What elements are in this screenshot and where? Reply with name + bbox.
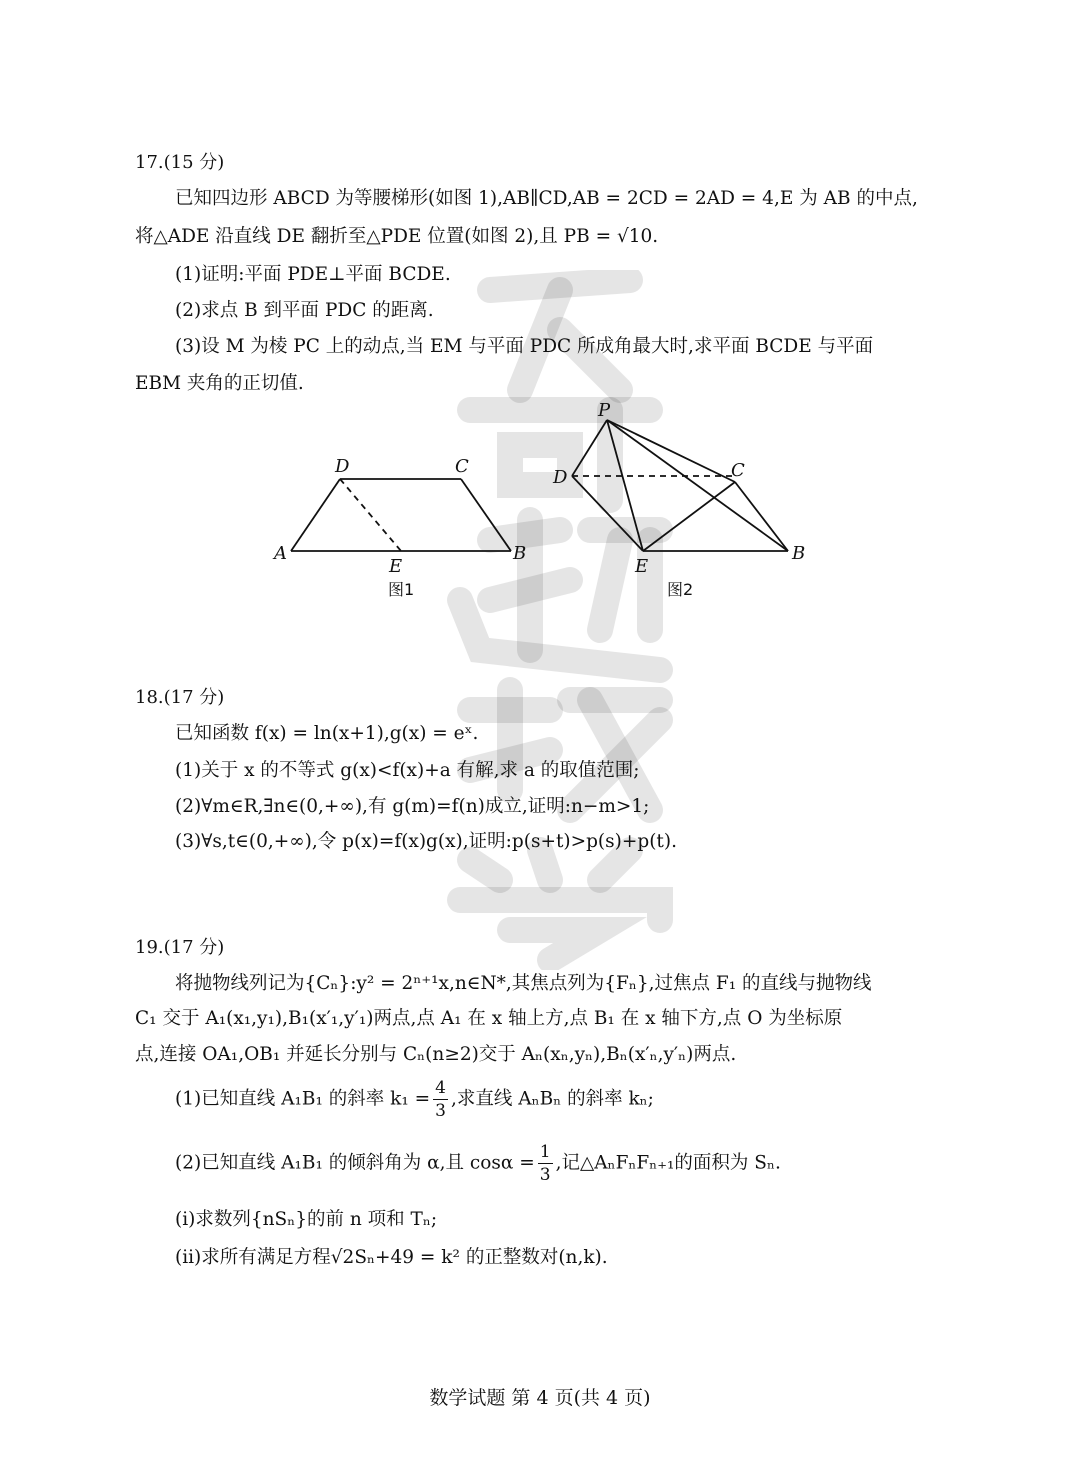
label-E: E <box>389 556 403 577</box>
label-C2: C <box>731 460 745 481</box>
page-footer: 数学试题 第 4 页(共 4 页) <box>429 1387 651 1409</box>
label-B: B <box>513 543 527 564</box>
q19-part2-post: ,记△AₙFₙFₙ₊₁的面积为 Sₙ. <box>555 1152 781 1174</box>
q18-stem: 已知函数 f(x) = ln(x+1),g(x) = eˣ. <box>175 723 479 744</box>
q17-part3-line2: EBM 夹角的正切值. <box>135 373 304 394</box>
fraction-denominator: 3 <box>539 1165 551 1185</box>
q19-heading: 19.(17 分) <box>135 937 225 958</box>
q18-part3: (3)∀s,t∈(0,+∞),令 p(x)=f(x)g(x),证明:p(s+t)>p(s)+p(t). <box>175 831 677 852</box>
q17-part2: (2)求点 B 到平面 PDC 的距离. <box>175 300 434 321</box>
segment-PB <box>607 420 788 551</box>
label-D2: D <box>553 467 568 488</box>
q18-part2: (2)∀m∈R,∃n∈(0,+∞),有 g(m)=f(n)成立,证明:n−m>1; <box>175 796 650 817</box>
fraction-numerator: 1 <box>539 1142 551 1162</box>
q19-part2-pre: (2)已知直线 A₁B₁ 的倾斜角为 α,且 cosα = <box>175 1152 535 1174</box>
q19-stem-line2: C₁ 交于 A₁(x₁,y₁),B₁(x′₁,y′₁)两点,点 A₁ 在 x 轴上方,点 B₁ 在 x 轴下方,点 O 为坐标原 <box>135 1008 843 1029</box>
fraction-1-3 <box>538 1141 553 1186</box>
segment-PC <box>607 420 735 482</box>
q17-heading: 17.(15 分) <box>135 152 225 173</box>
q17-stem-line2: 将△ADE 沿直线 DE 翻折至△PDE 位置(如图 2),且 PB = √10. <box>135 226 659 247</box>
figure-1-trapezoid <box>265 448 535 603</box>
segment-PD <box>572 420 607 476</box>
q19-stem-line1: 将抛物线列记为{Cₙ}:y² = 2ⁿ⁺¹x,n∈N*,其焦点列为{Fₙ},过焦点 F₁ 的直线与抛物线 <box>175 973 872 994</box>
q19-part2-ii: (ii)求所有满足方程√2Sₙ+49 = k² 的正整数对(n,k). <box>175 1247 608 1268</box>
q17-stem-line1: 已知四边形 ABCD 为等腰梯形(如图 1),AB∥CD,AB = 2CD = 2AD = 4,E 为 AB 的中点, <box>175 188 918 209</box>
label-D: D <box>335 456 350 477</box>
label-E2: E <box>635 556 649 577</box>
label-A: A <box>274 543 287 564</box>
q19-part2-i: (i)求数列{nSₙ}的前 n 项和 Tₙ; <box>175 1209 438 1230</box>
q19-part2 <box>175 1141 950 1186</box>
label-C: C <box>455 456 469 477</box>
segment-EC <box>643 482 735 551</box>
figure-1-caption: 图1 <box>388 580 415 599</box>
label-P: P <box>598 400 611 421</box>
q19-part1-pre: (1)已知直线 A₁B₁ 的斜率 k₁ = <box>175 1088 431 1110</box>
fraction-4-3 <box>433 1077 448 1122</box>
segment-DE-dashed <box>340 479 401 551</box>
figure-2-caption: 图2 <box>667 580 694 599</box>
q17-part1: (1)证明:平面 PDE⊥平面 BCDE. <box>175 264 451 285</box>
q19-stem-line3: 点,连接 OA₁,OB₁ 并延长分别与 Cₙ(n≥2)交于 Aₙ(xₙ,yₙ),Bₙ(x′ₙ,y′ₙ)两点. <box>135 1044 737 1065</box>
q19-part1 <box>175 1077 950 1122</box>
fraction-denominator: 3 <box>435 1101 446 1121</box>
figure-2-folded <box>545 395 820 605</box>
segment-CB <box>461 479 511 551</box>
segment-AD <box>291 479 340 551</box>
segment-CB <box>735 482 788 551</box>
fraction-numerator: 4 <box>435 1078 446 1098</box>
q17-part3-line1: (3)设 M 为棱 PC 上的动点,当 EM 与平面 PDC 所成角最大时,求平面 BCDE 与平面 <box>175 336 874 357</box>
q18-heading: 18.(17 分) <box>135 687 225 708</box>
q18-part1: (1)关于 x 的不等式 g(x)<f(x)+a 有解,求 a 的取值范围; <box>175 760 640 781</box>
q19-part1-post: ,求直线 AₙBₙ 的斜率 kₙ; <box>450 1088 654 1110</box>
label-B2: B <box>792 543 806 564</box>
